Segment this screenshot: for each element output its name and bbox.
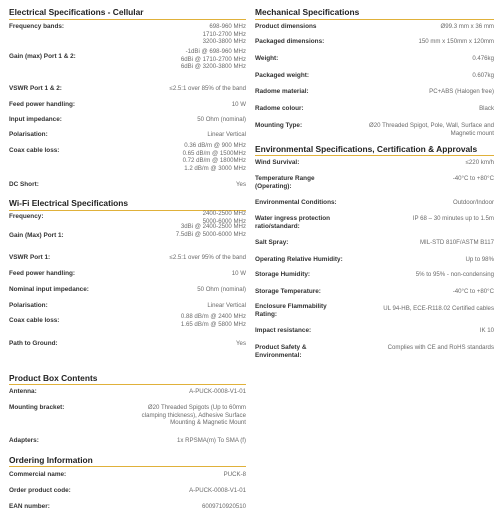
spec-value: Yes [236,340,246,347]
spec-label: Product Safety & Environmental: [255,344,307,359]
spec-label: Feed power handling: [9,270,76,277]
spec-value: Up to 98% [465,256,494,263]
spec-label: Packaged dimensions: [255,38,325,45]
cellular-section [9,7,246,190]
spec-label: Radome colour: [255,105,304,112]
spec-value: 3dBi @ 2400-2500 MHz 7.5dBi @ 5000-6000 MHz [175,223,246,238]
spec-label: Storage Humidity: [255,271,311,278]
spec-value: ≤2.5:1 over 95% of the band [169,254,246,261]
spec-label: VSWR Port 1 & 2: [9,85,62,92]
section-title: Mechanical Specifications [255,7,360,17]
spec-value: 10 W [231,101,246,108]
spec-label: Adapters: [9,437,39,444]
spec-value: PC+ABS (Halogen free) [429,88,494,95]
environmental-section [255,139,494,359]
section-divider [255,19,494,20]
spec-label: EAN number: [9,503,50,510]
spec-label: Product dimensions [255,23,317,30]
spec-value: -40°C to +80°C [452,288,494,295]
spec-value: IP 68 – 30 minutes up to 1.5m [412,215,494,222]
spec-label: Antenna: [9,388,37,395]
spec-value: UL 94-HB, ECE-R118.02 Certified cables [383,305,494,312]
spec-value: -40°C to +80°C [452,175,494,182]
spec-value: 50 Ohm (nominal) [197,286,246,293]
spec-label: Gain (max) Port 1 & 2: [9,53,76,60]
spec-value: 10 W [231,270,246,277]
spec-label: Enclosure Flammability Rating: [255,303,327,318]
spec-value: Outdoor/Indoor [453,199,494,206]
spec-label: Impact resistance: [255,327,312,334]
spec-label: Polarisation: [9,302,48,309]
spec-value: A-PUCK-0008-V1-01 [189,388,246,395]
spec-label: Environmental Conditions: [255,199,337,206]
section-divider [9,19,246,20]
section-title: Ordering Information [9,455,93,465]
spec-label: Feed power handling: [9,101,76,108]
spec-value: MIL-STD 810F/ASTM B117 [419,239,494,246]
mechanical-section [255,7,494,139]
spec-value: ≤2.5:1 over 85% of the band [169,85,246,92]
section-divider [9,384,246,385]
spec-value: 698-960 MHz 1710-2700 MHz 3200-3800 MHz [202,23,246,46]
spec-value: Linear Vertical [207,131,246,138]
spec-value: -1dBi @ 698-960 MHz 6dBi @ 1710-2700 MHz 6dBi @ 3200-3800 MHz [180,48,246,71]
spec-value: 6009710920510 [201,503,246,510]
spec-label: Packaged weight: [255,72,309,79]
section-title: Electrical Specifications - Cellular [9,7,144,17]
spec-value: 0.607kg [472,72,494,79]
section-title: Wi-Fi Electrical Specifications [9,198,129,208]
spec-label: Coax cable loss: [9,147,60,154]
spec-label: VSWR Port 1: [9,254,51,261]
spec-value: 1x RPSMA(m) To SMA (f) [177,437,246,444]
spec-value: 2400-2500 MHz 5000-6000 MHz [202,210,246,225]
spec-label: Frequency: [9,213,44,220]
section-title: Product Box Contents [9,373,98,383]
spec-label: Temperature Range (Operating): [255,175,315,190]
spec-label: Input impedance: [9,116,62,123]
wifi-section [9,193,246,366]
spec-value: ≤220 km/h [465,159,494,166]
spec-value: Black [479,105,494,112]
spec-label: Coax cable loss: [9,317,60,324]
spec-label: Water ingress protection ratio/standard: [255,215,331,230]
spec-value: Ø20 Threaded Spigots (Up to 60mm clamping thickness), Adhesive Surface Mounting & Magnetic Mount [141,404,246,427]
spec-label: Path to Ground: [9,340,58,347]
spec-value: 50 Ohm (nominal) [197,116,246,123]
ordering-section [9,448,246,512]
box-section [9,366,246,448]
spec-label: Wind Survival: [255,159,300,166]
spec-label: Nominal input impedance: [9,286,89,293]
spec-value: Complies with CE and RoHS standards [387,344,494,351]
spec-value: Ø20 Threaded Spigot, Pole, Wall, Surface and Magnetic mount [369,122,494,137]
spec-label: Salt Spray: [255,239,289,246]
spec-label: Radome material: [255,88,309,95]
spec-value: A-PUCK-0008-V1-01 [189,487,246,494]
spec-label: DC Short: [9,181,39,188]
spec-value: IK 10 [479,327,494,334]
section-divider [9,466,246,467]
spec-value: Ø99.3 mm x 36 mm [440,23,494,30]
spec-value: Yes [236,181,246,188]
spec-value: 0.88 dB/m @ 2400 MHz 1.65 dB/m @ 5800 MHz [180,313,246,328]
spec-label: Polarisation: [9,131,48,138]
spec-value: 150 mm x 150mm x 120mm [418,38,494,45]
spec-label: Mounting bracket: [9,404,65,411]
section-divider [255,155,494,156]
spec-value: 5% to 95% - non-condensing [415,271,494,278]
spec-label: Storage Temperature: [255,288,321,295]
spec-label: Weight: [255,55,279,62]
spec-value: 0.36 dB/m @ 900 MHz 0.65 dB/m @ 1500MHz 0.72 dB/m @ 1800MHz 1.2 dB/m @ 3000 MHz [182,142,246,172]
spec-label: Mounting Type: [255,122,303,129]
spec-label: Operating Relative Humidity: [255,256,343,263]
spec-label: Frequency bands: [9,23,65,30]
spec-label: Gain (Max) Port 1: [9,232,64,239]
spec-value: 0.476kg [472,55,494,62]
section-title: Environmental Specifications, Certification & Approvals [255,144,478,154]
spec-label: Order product code: [9,487,71,494]
spec-label: Commercial name: [9,471,67,478]
spec-value: Linear Vertical [207,302,246,309]
spec-value: PUCK-8 [223,471,246,478]
